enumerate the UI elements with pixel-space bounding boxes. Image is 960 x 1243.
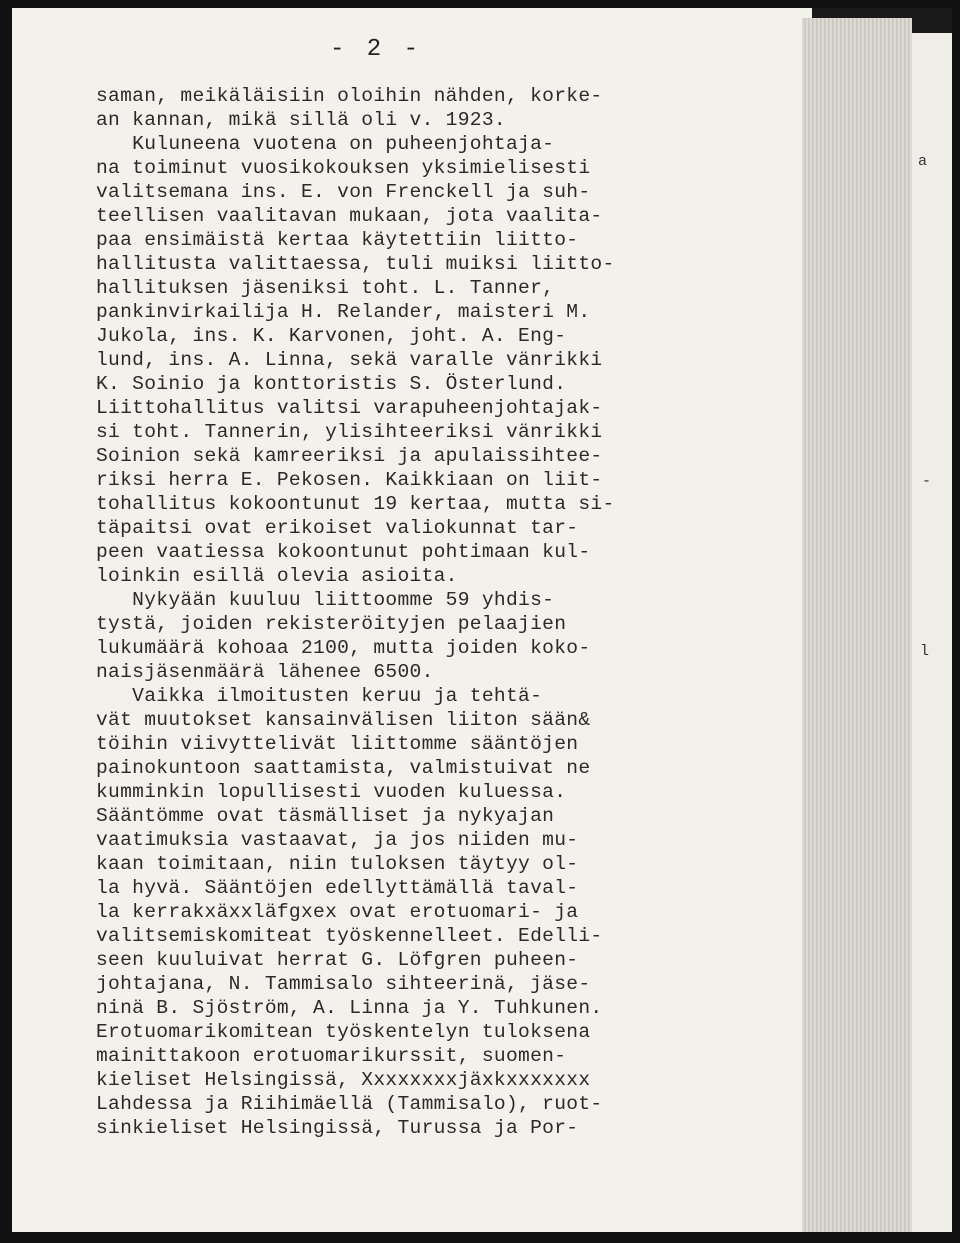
text-line: tohallitus kokoontunut 19 kertaa, mutta si- xyxy=(96,493,615,515)
text-line: ninä B. Sjöström, A. Linna ja Y. Tuhkunen. xyxy=(96,997,603,1019)
text-line: Erotuomarikomitean työskentelyn tuloksena xyxy=(96,1021,591,1043)
text-line: teellisen vaalitavan mukaan, jota vaalita- xyxy=(96,205,603,227)
text-line: saman, meikäläisiin oloihin nähden, korke- xyxy=(96,85,603,107)
text-line: Kuluneena vuotena on puheenjohtaja- xyxy=(96,133,555,155)
text-line: na toiminut vuosikokouksen yksimielisesti xyxy=(96,157,591,179)
text-line: töihin viivyttelivät liittomme sääntöjen xyxy=(96,733,579,755)
text-line: vaatimuksia vastaavat, ja jos niiden mu- xyxy=(96,829,579,851)
facing-mark: a xyxy=(918,153,928,170)
text-line: pankinvirkailija H. Relander, maisteri M. xyxy=(96,301,591,323)
facing-mark: l xyxy=(920,643,930,660)
text-line: lukumäärä kohoaa 2100, mutta joiden koko- xyxy=(96,637,591,659)
text-line: hallituksen jäseniksi toht. L. Tanner, xyxy=(96,277,555,299)
text-line: Nykyään kuuluu liittoomme 59 yhdis- xyxy=(96,589,555,611)
text-line: valitsemiskomiteat työskennelleet. Edelli- xyxy=(96,925,603,947)
text-line: painokuntoon saattamista, valmistuivat ne xyxy=(96,757,591,779)
text-line: Liittohallitus valitsi varapuheenjohtajak- xyxy=(96,397,603,419)
text-line: Jukola, ins. K. Karvonen, joht. A. Eng- xyxy=(96,325,567,347)
text-line: seen kuuluivat herrat G. Löfgren puheen- xyxy=(96,949,579,971)
text-line: Sääntömme ovat täsmälliset ja nykyajan xyxy=(96,805,555,827)
text-line: kieliset Helsingissä, Xxxxxxxxjäxkxxxxxxx xyxy=(96,1069,591,1091)
body-text xyxy=(96,84,816,1140)
text-line: an kannan, mikä sillä oli v. 1923. xyxy=(96,109,506,131)
text-line: sinkieliset Helsingissä, Turussa ja Por- xyxy=(96,1117,579,1139)
text-line: johtajana, N. Tammisalo sihteerinä, jäse- xyxy=(96,973,591,995)
text-line: lund, ins. A. Linna, sekä varalle vänrikki xyxy=(96,349,603,371)
text-line: hallitusta valittaessa, tuli muiksi liitto- xyxy=(96,253,615,275)
page-number: - 2 - xyxy=(330,36,423,63)
text-line: kaan toimitaan, niin tuloksen täytyy ol- xyxy=(96,853,579,875)
text-line: riksi herra E. Pekosen. Kaikkiaan on liit- xyxy=(96,469,603,491)
facing-page xyxy=(912,33,952,1232)
text-line: Soinion sekä kamreeriksi ja apulaissihtee- xyxy=(96,445,603,467)
document-page xyxy=(12,8,812,1232)
text-line: Lahdessa ja Riihimäellä (Tammisalo), ruot- xyxy=(96,1093,603,1115)
text-line: Vaikka ilmoitusten keruu ja tehtä- xyxy=(96,685,543,707)
book-page-edges xyxy=(802,18,912,1232)
text-line: loinkin esillä olevia asioita. xyxy=(96,565,458,587)
text-line: naisjäsenmäärä lähenee 6500. xyxy=(96,661,434,683)
text-line: si toht. Tannerin, ylisihteeriksi vänrikki xyxy=(96,421,603,443)
text-line: peen vaatiessa kokoontunut pohtimaan kul- xyxy=(96,541,591,563)
text-line: la kerrakxäxxläfgxex ovat erotuomari- ja xyxy=(96,901,579,923)
text-line: tystä, joiden rekisteröityjen pelaajien xyxy=(96,613,567,635)
text-line: K. Soinio ja konttoristis S. Österlund. xyxy=(96,373,567,395)
facing-mark: - xyxy=(922,473,932,490)
text-line: vät muutokset kansainvälisen liiton sään& xyxy=(96,709,591,731)
text-line: mainittakoon erotuomarikurssit, suomen- xyxy=(96,1045,567,1067)
text-line: la hyvä. Sääntöjen edellyttämällä taval- xyxy=(96,877,579,899)
scan-frame xyxy=(12,8,952,1232)
text-line: kumminkin lopullisesti vuoden kuluessa. xyxy=(96,781,567,803)
text-line: paa ensimäistä kertaa käytettiin liitto- xyxy=(96,229,579,251)
text-line: täpaitsi ovat erikoiset valiokunnat tar- xyxy=(96,517,579,539)
text-line: valitsemana ins. E. von Frenckell ja suh- xyxy=(96,181,591,203)
